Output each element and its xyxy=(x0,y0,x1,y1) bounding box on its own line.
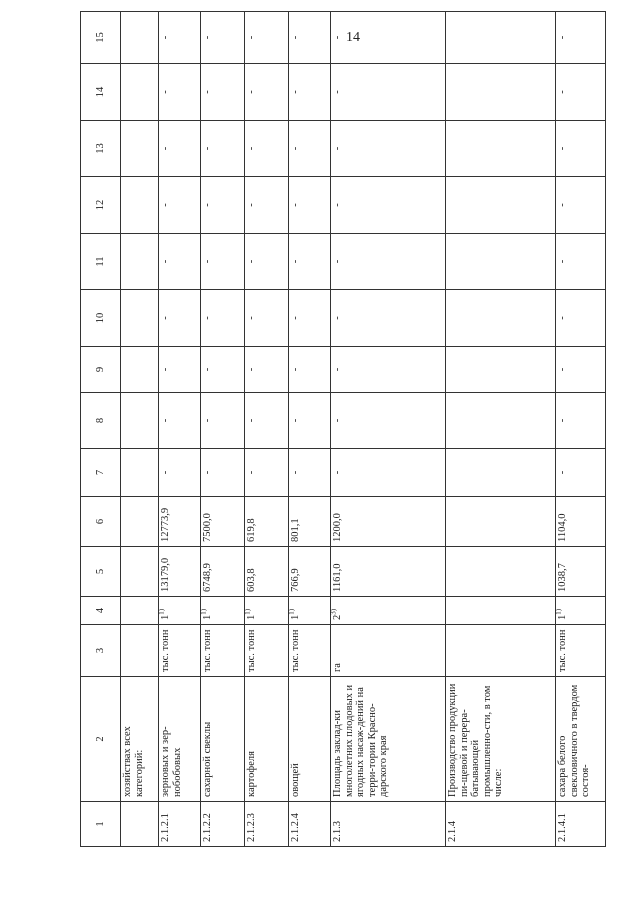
row-value-11: - xyxy=(159,234,201,290)
row-value-14: - xyxy=(159,64,201,121)
row-value-12: - xyxy=(331,177,446,234)
row-value-6: 1200,0 xyxy=(331,497,446,547)
row-value-10 xyxy=(121,290,159,347)
row-code: 2.1.3 xyxy=(331,802,446,847)
row-value-13: - xyxy=(289,121,331,177)
row-unit xyxy=(121,625,159,677)
row-value-12 xyxy=(446,177,556,234)
row-value-13 xyxy=(446,121,556,177)
row-value-10: - xyxy=(201,290,245,347)
row-code: 2.1.2.2 xyxy=(201,802,245,847)
row-value-7 xyxy=(446,449,556,497)
row-value-5: 603,8 xyxy=(245,547,289,597)
row-value-5: 766,9 xyxy=(289,547,331,597)
header-cell: 5 xyxy=(81,547,121,597)
row-name: хозяйствах всех категорий: xyxy=(121,677,159,802)
row-value-5: 1161,0 xyxy=(331,547,446,597)
header-cell: 1 xyxy=(81,802,121,847)
header-cell: 8 xyxy=(81,393,121,449)
row-value-8: - xyxy=(289,393,331,449)
row-value-10 xyxy=(446,290,556,347)
header-cell: 15 xyxy=(81,12,121,64)
row-value-15: - xyxy=(245,12,289,64)
row-unit: тыс. тонн xyxy=(159,625,201,677)
row-value-8 xyxy=(446,393,556,449)
row-value-9: - xyxy=(289,347,331,393)
row-unit: тыс. тонн xyxy=(201,625,245,677)
row-value-5: 1038,7 xyxy=(556,547,606,597)
row-value-14: - xyxy=(556,64,606,121)
row-value-11 xyxy=(121,234,159,290)
row-mark: 1$^{1)}$ xyxy=(201,597,245,625)
row-value-11: - xyxy=(331,234,446,290)
row-value-7: - xyxy=(556,449,606,497)
row-value-11: - xyxy=(289,234,331,290)
row-value-11: - xyxy=(245,234,289,290)
row-value-15 xyxy=(446,12,556,64)
row-value-8: - xyxy=(331,393,446,449)
row-name: сахара белого свекловичного в твердом состоя- xyxy=(556,677,606,802)
row-value-14: - xyxy=(245,64,289,121)
row-code: 2.1.4.1 xyxy=(556,802,606,847)
row-value-8: - xyxy=(159,393,201,449)
row-value-8: - xyxy=(245,393,289,449)
header-cell: 6 xyxy=(81,497,121,547)
row-name: сахарной свеклы xyxy=(201,677,245,802)
table-row xyxy=(446,12,556,847)
row-value-11: - xyxy=(201,234,245,290)
rotated-table-container xyxy=(80,32,605,847)
row-value-5: 6748,9 xyxy=(201,547,245,597)
row-value-12: - xyxy=(556,177,606,234)
header-cell: 9 xyxy=(81,347,121,393)
row-code: 2.1.2.1 xyxy=(159,802,201,847)
row-value-7: - xyxy=(245,449,289,497)
row-value-6: 7500,0 xyxy=(201,497,245,547)
table-row xyxy=(289,12,331,847)
row-code: 2.1.2.4 xyxy=(289,802,331,847)
row-value-9: - xyxy=(201,347,245,393)
header-cell: 10 xyxy=(81,290,121,347)
row-code: 2.1.4 xyxy=(446,802,556,847)
row-value-5 xyxy=(446,547,556,597)
row-name: овощей xyxy=(289,677,331,802)
row-value-12: - xyxy=(159,177,201,234)
row-value-12: - xyxy=(201,177,245,234)
row-value-9: - xyxy=(159,347,201,393)
row-value-10: - xyxy=(556,290,606,347)
header-cell: 14 xyxy=(81,64,121,121)
row-value-14 xyxy=(121,64,159,121)
row-name: картофеля xyxy=(245,677,289,802)
row-value-12: - xyxy=(245,177,289,234)
row-value-15: - xyxy=(201,12,245,64)
page-number: 14 xyxy=(346,30,360,45)
row-mark xyxy=(121,597,159,625)
row-value-10: - xyxy=(289,290,331,347)
row-value-13 xyxy=(121,121,159,177)
row-value-5 xyxy=(121,547,159,597)
row-value-10: - xyxy=(159,290,201,347)
row-value-9: - xyxy=(331,347,446,393)
row-value-9: - xyxy=(556,347,606,393)
row-value-7: - xyxy=(331,449,446,497)
header-cell: 3 xyxy=(81,625,121,677)
row-value-15: - xyxy=(556,12,606,64)
row-value-13: - xyxy=(331,121,446,177)
row-name: Производство продукции пи-щевой и перера-батывающей промышленно-сти, в том числе: xyxy=(446,677,556,802)
table-row xyxy=(121,12,159,847)
table-row xyxy=(159,12,201,847)
row-mark: 1$^{1)}$ xyxy=(556,597,606,625)
row-value-14: - xyxy=(289,64,331,121)
table-row xyxy=(245,12,289,847)
row-value-14: - xyxy=(201,64,245,121)
row-value-13: - xyxy=(201,121,245,177)
row-value-7: - xyxy=(159,449,201,497)
row-value-11 xyxy=(446,234,556,290)
row-unit: тыс. тонн xyxy=(556,625,606,677)
row-value-8: - xyxy=(556,393,606,449)
row-value-9 xyxy=(121,347,159,393)
header-row xyxy=(81,12,121,847)
row-value-6 xyxy=(446,497,556,547)
row-unit: тыс. тонн xyxy=(245,625,289,677)
row-value-7 xyxy=(121,449,159,497)
row-value-6: 801,1 xyxy=(289,497,331,547)
row-unit xyxy=(446,625,556,677)
row-mark: 1$^{1)}$ xyxy=(289,597,331,625)
row-code: 2.1.2.3 xyxy=(245,802,289,847)
header-cell: 11 xyxy=(81,234,121,290)
row-value-7: - xyxy=(289,449,331,497)
row-name: Площадь заклад-ки многолетних плодовых и ягодных насаж-дений на терри-тории Красно-дарского края xyxy=(331,677,446,802)
table-row xyxy=(201,12,245,847)
row-value-5: 13179,0 xyxy=(159,547,201,597)
row-unit: га xyxy=(331,625,446,677)
row-mark: 1$^{1)}$ xyxy=(159,597,201,625)
row-value-14 xyxy=(446,64,556,121)
header-cell: 2 xyxy=(81,677,121,802)
row-value-6: 619,8 xyxy=(245,497,289,547)
row-value-15: - xyxy=(289,12,331,64)
row-value-13: - xyxy=(245,121,289,177)
row-unit: тыс. тонн xyxy=(289,625,331,677)
row-value-11: - xyxy=(556,234,606,290)
row-value-15: - xyxy=(331,12,446,64)
header-cell: 4 xyxy=(81,597,121,625)
header-cell: 13 xyxy=(81,121,121,177)
row-value-9 xyxy=(446,347,556,393)
row-name: зерновых и зер-нобобовых xyxy=(159,677,201,802)
row-value-6 xyxy=(121,497,159,547)
row-value-10: - xyxy=(245,290,289,347)
row-value-10: - xyxy=(331,290,446,347)
row-value-13: - xyxy=(159,121,201,177)
row-code xyxy=(121,802,159,847)
row-value-12: - xyxy=(289,177,331,234)
row-value-6: 1104,0 xyxy=(556,497,606,547)
row-value-8: - xyxy=(201,393,245,449)
row-mark xyxy=(446,597,556,625)
table-row xyxy=(556,12,606,847)
indicators-table xyxy=(80,11,606,847)
table-row xyxy=(331,12,446,847)
row-value-6: 12773,9 xyxy=(159,497,201,547)
row-mark: 2$^{3)}$ xyxy=(331,597,446,625)
row-value-15: - xyxy=(159,12,201,64)
row-value-14: - xyxy=(331,64,446,121)
row-mark: 1$^{1)}$ xyxy=(245,597,289,625)
header-cell: 12 xyxy=(81,177,121,234)
row-value-7: - xyxy=(201,449,245,497)
row-value-9: - xyxy=(245,347,289,393)
row-value-8 xyxy=(121,393,159,449)
row-value-12 xyxy=(121,177,159,234)
row-value-15 xyxy=(121,12,159,64)
header-cell: 7 xyxy=(81,449,121,497)
row-value-13: - xyxy=(556,121,606,177)
